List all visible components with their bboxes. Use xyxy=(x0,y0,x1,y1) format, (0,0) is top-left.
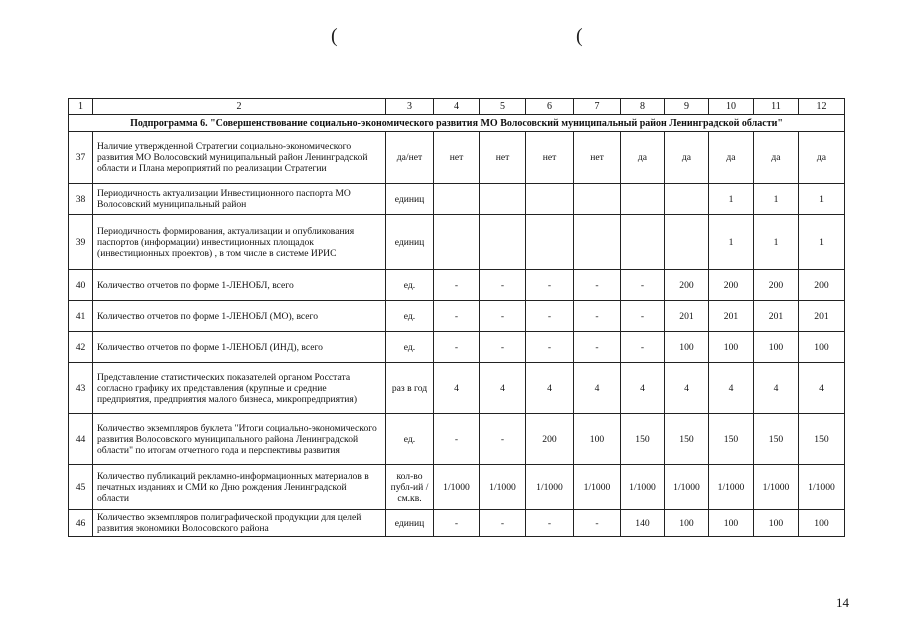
value-cell: 4 xyxy=(709,363,754,414)
header-mark-right: ( xyxy=(576,25,583,47)
value-cell xyxy=(434,184,480,215)
value-cell: 4 xyxy=(526,363,574,414)
value-cell: 1/1000 xyxy=(526,465,574,510)
col-num-9: 9 xyxy=(665,99,709,115)
value-cell: - xyxy=(480,510,526,537)
value-cell: - xyxy=(480,332,526,363)
page-number: 14 xyxy=(836,595,849,610)
value-cell: - xyxy=(434,414,480,465)
table-row xyxy=(69,270,845,301)
value-cell: нет xyxy=(434,132,480,184)
unit-cell: да/нет xyxy=(386,132,434,184)
row-number: 43 xyxy=(69,363,93,414)
indicator-name: Количество отчетов по форме 1-ЛЕНОБЛ (МО), всего xyxy=(93,301,386,332)
subprogram-title: Подпрограмма 6. "Совершенствование социально-экономического развития МО Волосовский муниципальный район Ленинградской области" xyxy=(69,115,845,132)
value-cell xyxy=(526,184,574,215)
value-cell: 100 xyxy=(574,414,621,465)
row-number: 42 xyxy=(69,332,93,363)
value-cell: 201 xyxy=(799,301,845,332)
value-cell xyxy=(665,215,709,270)
indicator-name: Количество отчетов по форме 1-ЛЕНОБЛ (ИНД), всего xyxy=(93,332,386,363)
value-cell: 100 xyxy=(754,510,799,537)
row-number: 41 xyxy=(69,301,93,332)
unit-cell: раз в год xyxy=(386,363,434,414)
row-number: 46 xyxy=(69,510,93,537)
row-number: 44 xyxy=(69,414,93,465)
value-cell: - xyxy=(526,510,574,537)
value-cell: 1/1000 xyxy=(754,465,799,510)
row-number: 45 xyxy=(69,465,93,510)
value-cell: 1/1000 xyxy=(621,465,665,510)
value-cell: - xyxy=(621,270,665,301)
value-cell: - xyxy=(574,332,621,363)
unit-cell: ед. xyxy=(386,301,434,332)
row-number: 39 xyxy=(69,215,93,270)
value-cell: - xyxy=(574,270,621,301)
value-cell: 1 xyxy=(709,184,754,215)
value-cell: 150 xyxy=(665,414,709,465)
value-cell: 1/1000 xyxy=(574,465,621,510)
value-cell: да xyxy=(665,132,709,184)
value-cell: 200 xyxy=(665,270,709,301)
value-cell: - xyxy=(526,332,574,363)
value-cell: 100 xyxy=(799,332,845,363)
value-cell: - xyxy=(526,301,574,332)
indicator-name: Периодичность актуализации Инвестиционного паспорта МО Волосовский муниципальный район xyxy=(93,184,386,215)
value-cell xyxy=(621,184,665,215)
value-cell: 200 xyxy=(709,270,754,301)
value-cell: - xyxy=(434,332,480,363)
value-cell: 100 xyxy=(709,510,754,537)
value-cell: 4 xyxy=(574,363,621,414)
value-cell: нет xyxy=(574,132,621,184)
value-cell xyxy=(574,215,621,270)
col-num-8: 8 xyxy=(621,99,665,115)
value-cell: 100 xyxy=(754,332,799,363)
table-row xyxy=(69,132,845,184)
value-cell: - xyxy=(621,332,665,363)
value-cell: нет xyxy=(526,132,574,184)
indicators-table xyxy=(68,98,845,537)
row-number: 40 xyxy=(69,270,93,301)
value-cell xyxy=(574,184,621,215)
value-cell: 4 xyxy=(621,363,665,414)
row-number: 37 xyxy=(69,132,93,184)
value-cell: 201 xyxy=(709,301,754,332)
value-cell: 1 xyxy=(754,184,799,215)
value-cell: 4 xyxy=(754,363,799,414)
value-cell: - xyxy=(621,301,665,332)
value-cell: 1/1000 xyxy=(665,465,709,510)
value-cell: 100 xyxy=(799,510,845,537)
value-cell: 100 xyxy=(665,510,709,537)
indicator-name: Количество экземпляров буклета "Итоги социально-экономического развития Волосовского муниципального района Ленинградской области" по итогам отчетного года и перспективы развития xyxy=(93,414,386,465)
value-cell: да xyxy=(621,132,665,184)
value-cell: 150 xyxy=(621,414,665,465)
value-cell: 200 xyxy=(526,414,574,465)
indicator-name: Количество отчетов по форме 1-ЛЕНОБЛ, всего xyxy=(93,270,386,301)
value-cell xyxy=(480,184,526,215)
value-cell: - xyxy=(480,414,526,465)
indicator-name: Количество публикаций рекламно-информационных материалов в печатных изданиях и СМИ ко Дню рождения Ленинградской области xyxy=(93,465,386,510)
col-num-4: 4 xyxy=(434,99,480,115)
value-cell: да xyxy=(754,132,799,184)
value-cell: - xyxy=(434,301,480,332)
value-cell: да xyxy=(709,132,754,184)
value-cell: - xyxy=(480,270,526,301)
table-row xyxy=(69,363,845,414)
col-num-5: 5 xyxy=(480,99,526,115)
table-row xyxy=(69,465,845,510)
unit-cell: ед. xyxy=(386,332,434,363)
value-cell: 1 xyxy=(799,184,845,215)
value-cell: 1/1000 xyxy=(709,465,754,510)
unit-cell: единиц xyxy=(386,215,434,270)
value-cell: - xyxy=(574,301,621,332)
unit-cell: единиц xyxy=(386,184,434,215)
value-cell: 1 xyxy=(754,215,799,270)
value-cell: - xyxy=(526,270,574,301)
subprogram-row xyxy=(69,115,845,132)
value-cell: 1 xyxy=(709,215,754,270)
value-cell: 4 xyxy=(480,363,526,414)
col-num-10: 10 xyxy=(709,99,754,115)
unit-cell: ед. xyxy=(386,414,434,465)
value-cell: 140 xyxy=(621,510,665,537)
indicator-name: Представление статистических показателей органом Росстата согласно графику их представления (крупные и средние предприятия, предприятия малого бизнеса, микропредприятия) xyxy=(93,363,386,414)
col-num-2: 2 xyxy=(93,99,386,115)
value-cell: 100 xyxy=(665,332,709,363)
value-cell: 200 xyxy=(799,270,845,301)
value-cell: 4 xyxy=(799,363,845,414)
unit-cell: единиц xyxy=(386,510,434,537)
value-cell: 200 xyxy=(754,270,799,301)
value-cell xyxy=(526,215,574,270)
value-cell: 4 xyxy=(665,363,709,414)
value-cell xyxy=(480,215,526,270)
col-num-7: 7 xyxy=(574,99,621,115)
table-row xyxy=(69,301,845,332)
value-cell: да xyxy=(799,132,845,184)
value-cell: - xyxy=(574,510,621,537)
value-cell: - xyxy=(480,301,526,332)
unit-cell: кол-во публ-ий / см.кв. xyxy=(386,465,434,510)
value-cell: 100 xyxy=(709,332,754,363)
value-cell: 201 xyxy=(754,301,799,332)
indicator-name: Периодичность формирования, актуализации и опубликования паспортов (информации) инвестиционных площадок (инвестиционных проектов) , в том числе в системе ИРИС xyxy=(93,215,386,270)
indicator-name: Наличие утвержденной Стратегии социально-экономического развития МО Волосовский муниципальный район Ленинградской области и Плана мероприятий по реализации Стратегии xyxy=(93,132,386,184)
header-mark-left: ( xyxy=(331,25,338,47)
value-cell: 1/1000 xyxy=(480,465,526,510)
value-cell xyxy=(621,215,665,270)
col-num-3: 3 xyxy=(386,99,434,115)
col-num-1: 1 xyxy=(69,99,93,115)
value-cell: 150 xyxy=(754,414,799,465)
indicator-name: Количество экземпляров полиграфической продукции для целей развития экономики Волосовского района xyxy=(93,510,386,537)
unit-cell: ед. xyxy=(386,270,434,301)
value-cell: 150 xyxy=(799,414,845,465)
column-number-row xyxy=(69,99,845,115)
table-row xyxy=(69,332,845,363)
value-cell xyxy=(434,215,480,270)
value-cell: 4 xyxy=(434,363,480,414)
table-row xyxy=(69,510,845,537)
table-row xyxy=(69,215,845,270)
value-cell: 150 xyxy=(709,414,754,465)
value-cell: нет xyxy=(480,132,526,184)
value-cell: - xyxy=(434,510,480,537)
value-cell xyxy=(665,184,709,215)
value-cell: 1/1000 xyxy=(434,465,480,510)
col-num-11: 11 xyxy=(754,99,799,115)
col-num-12: 12 xyxy=(799,99,845,115)
col-num-6: 6 xyxy=(526,99,574,115)
table-row xyxy=(69,184,845,215)
row-number: 38 xyxy=(69,184,93,215)
table-row xyxy=(69,414,845,465)
value-cell: 1 xyxy=(799,215,845,270)
value-cell: 201 xyxy=(665,301,709,332)
value-cell: 1/1000 xyxy=(799,465,845,510)
value-cell: - xyxy=(434,270,480,301)
